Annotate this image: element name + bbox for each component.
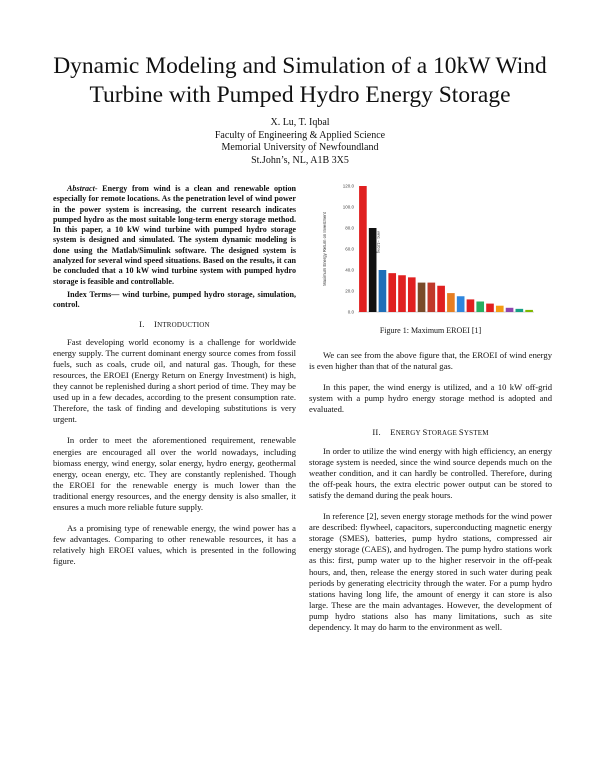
y-tick-label: 60.0 (345, 246, 354, 252)
intro-paragraph-3: As a promising type of renewable energy, the wind power has a few advantages. Comparing to other renewable resources, it has a relatively high EROEI values, which is presented in the following figure. (53, 523, 296, 567)
chart-bar (516, 309, 524, 312)
author-block (150, 117, 450, 167)
chart-bar (398, 275, 406, 312)
y-tick-label: 20.0 (345, 288, 354, 294)
title-line-2: Turbine with Pumped Hydro Energy Storage (89, 82, 511, 108)
section-heading-energy-storage: II. ENERGY STORAGE SYSTEM (372, 427, 489, 438)
chart-bar (388, 273, 396, 312)
chart-bar (525, 310, 533, 312)
storage-paragraph-2: In reference [2], seven energy storage methods for the wind power are described: flywheel, capacitors, superconducting magnetic energy storage (SMES), batteries, pump hydro stations, compressed air energy storage (CAES), and hydrogen. The pump hydro stations work as this: first, pump water up to the higher reservoir in the off-peak hours, and, then, release the energy stored in such water during peak periods by generating electricity through the water. For a pump hydro stations having long life, the amount of energy it can store is also large. These are the main advantages. However, the development of pump hydro stations also has many limitations, such as site dependency. It may do harm to the environment as well. (309, 511, 552, 632)
chart-bar (437, 286, 445, 312)
chart-bar (369, 228, 377, 312)
eroei-bar-chart (318, 180, 540, 320)
affiliation-faculty: Faculty of Engineering & Applied Science (214, 129, 386, 141)
right-paragraph-1: We can see from the above figure that, the EROEI of wind energy is even higher than that of the natural gas. (309, 350, 552, 372)
title-line-1: Dynamic Modeling and Simulation of a 10kW Wind (53, 53, 547, 79)
section-heading-introduction: I. INTRODUCTION (139, 318, 210, 329)
y-tick-label: 120.0 (342, 183, 354, 189)
abstract (53, 184, 296, 287)
chart-bar (408, 277, 416, 312)
chart-bar (418, 283, 426, 312)
chart-bar (379, 270, 387, 312)
left-column (53, 184, 296, 567)
index-terms: Index Terms— wind turbine, pumped hydro storage, simulation, control. (53, 289, 296, 310)
affiliation-address: St.John’s, NL, A1B 3X5 (251, 154, 349, 166)
intro-paragraph-2: In order to meet the aforementioned requirement, renewable energies are encouraged all over the world nowadays, including biomass energy, wind energy, solar energy, hydro energy, geothermal energy, ocean energy, etc. They are constantly replenished. Though the EROEI for the renewable energy is much lower than the traditional energy resources, and the energy density is also smaller, it ensures a much more reliable future supply. (53, 435, 296, 512)
right-paragraph-2: In this paper, the wind energy is utilized, and a 10 kW off-grid system with a pump hydro energy storage method is adopted and evaluated. (309, 382, 552, 415)
y-axis-label: Maximum Energy Return on Investment (322, 212, 327, 286)
storage-paragraph-1: In order to utilize the wind energy with high efficiency, an energy storage system is needed, since the wind source depends much on the weather condition, and it can hardly be controlled. Therefore, during the off-peak hours, the extra electric power output can be stored to satisfy the demand during the peak hours. (309, 445, 552, 500)
affiliation-university: Memorial University of Newfoundland (221, 142, 379, 153)
abstract-label: Abstract- (67, 184, 98, 193)
y-tick-label: 80.0 (345, 225, 354, 231)
chart-bar (467, 299, 475, 312)
paper-title (30, 52, 570, 110)
authors: X. Lu, T. Iqbal (270, 117, 330, 128)
chart-bar (457, 296, 465, 312)
chart-bar (359, 186, 367, 312)
chart-bar (486, 304, 494, 312)
chart-bar (496, 306, 504, 312)
figure-caption: Figure 1: Maximum EROEI [1] (379, 326, 482, 335)
y-tick-label: 100.0 (342, 204, 354, 210)
chart-bar (428, 283, 436, 312)
chart-bar (506, 308, 514, 312)
right-column (309, 350, 552, 633)
intro-paragraph-1: Fast developing world economy is a challenge for worldwide energy supply. The current dominant energy source comes from fossil fuels, such as coals, crude oil, and natural gas. Though, for these resources, the EROEI (Energy Return on Energy Investment) is high, they cannot be replenished during a short period of time. They may be used up in a few decades, according to the present consumption rate. Therefore, the task of finding and developing substitutions is very urgent. (53, 336, 296, 425)
y-tick-label: 40.0 (345, 267, 354, 273)
bar-label: wind, ~120 kg (376, 231, 381, 254)
figure-eroei-chart (318, 180, 540, 320)
abstract-text: Energy from wind is a clean and renewable option especially for remote locations. As the penetration level of wind power in the power system is increasing, the current research indicates pumped hydro as the most suitable long-term energy storage method. In this paper, a 10 kW wind turbine with pumped hydro storage system is designed and simulated. The system dynamic modeling is done using the Matlab/Simulink software. The designed system is analyzed for several wind speed situations. Based on the results, it can be concluded that a 10 kW wind turbine system with pumped hydro storage is feasible and controllable. (53, 184, 296, 286)
chart-bar (447, 293, 455, 312)
y-tick-label: 0.0 (347, 309, 354, 315)
chart-bar (476, 302, 484, 313)
